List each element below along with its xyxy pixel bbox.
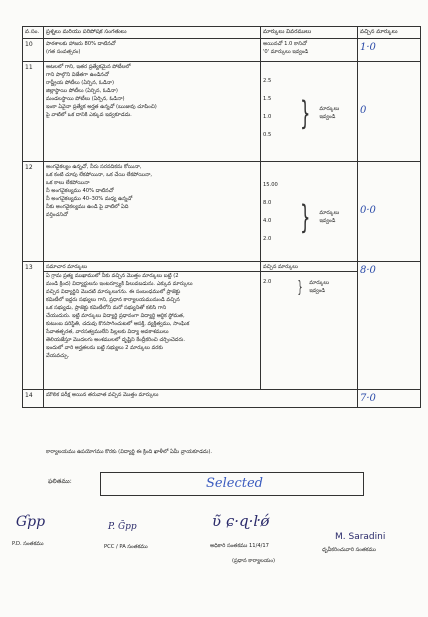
- result-value: Selected: [206, 476, 263, 491]
- principal-signature: ʋ̃ ɕ·ɋ·ŀǿ: [212, 512, 270, 530]
- header-marks-detail: మార్కులు వివరములు: [261, 27, 358, 39]
- row-11-number: 11: [23, 61, 44, 161]
- pd-signature-label: P.D. సంతకము: [12, 541, 44, 547]
- principal-signature-label: అధికారి సంతకము 11/4/17: [210, 543, 269, 549]
- brace-symbol: }: [297, 276, 303, 296]
- pd-signature: Ɠpp: [16, 514, 46, 530]
- row-13-marks: వచ్చిన మార్కులు 2.0 } మార్కులు ఇవ్వండి: [261, 261, 358, 389]
- row-14-criteria: మౌలిక పరీక్ష అయిన తరువాత వచ్చిన మొత్తం మార్కులు: [44, 389, 358, 408]
- brace-symbol: }: [300, 93, 311, 132]
- brace-symbol: }: [300, 197, 311, 236]
- evaluation-table: [22, 26, 421, 408]
- row-14-number: 14: [23, 389, 44, 408]
- row-14-obtained: 7·0: [358, 389, 421, 408]
- row-11-marks: 2.5 1.5 1.0 0.5 } మార్కులు ఇవ్వండి: [261, 61, 358, 161]
- result-label: ఫలితము:: [48, 478, 72, 485]
- row-10-obtained: 1·0: [358, 38, 421, 61]
- row-10-marks: అయినచో 1.0 కానిచో '0' మార్కులు ఇవ్వండి: [261, 38, 358, 61]
- row-13-obtained: 8·0: [358, 261, 421, 389]
- row-12-marks: 15.00 8.0 4.0 2.0 } మార్కులు ఇవ్వండి: [261, 161, 358, 261]
- header-serial: వ.సం.: [23, 27, 44, 39]
- row-12-criteria: అంగవైకల్యం ఉన్నచో, నీరు సరనదికను కోయినా, ఒక కంటి చూపు లేకపోయినా, ఒక చేయి లేకపోయినా, ఒక కాలు లేకపోయినా నీ అంగవైకల్యము 40% దాటినచో నీ అంగవైకల్యము 40–30% మధ్య ఉన్నచో నీకు అంగవైకల్యము ఉండి పై వాటిలో ఏది వర్తించనిచో: [44, 161, 261, 261]
- verifier-signature: M. Saradini: [335, 532, 386, 542]
- row-11-criteria: అటలలో గాని, ఇతర ప్రత్యేకమైన పోటీలలో గాని పాల్గొని విజేతగా ఉండినచో రాష్ట్రీయ పోటీలు (ఏర్పిన, ఓడినా) జిల్లాస్థాయి పోటీలు (ఏర్పిన, ఓడినా) మండలస్థాయి పోటీలు (ఏర్పిన, ఓడినా) ఇంకా ఏవైనా ప్రత్యేక అర్హత ఉన్నచో (ఋజువు చూపించి) పై వాటిలో ఒక దానికి ఎక్కువ ఇవ్వకూడదు.: [44, 61, 261, 161]
- office-use-note: కార్యాలయము ఉపయోగము కొరకు (విద్యార్థి ఈ క్రింది ఖాళీలో ఏమీ వ్రాయకూడదు).: [46, 449, 213, 455]
- pcc-signature: P. Ḡpp: [108, 522, 137, 532]
- row-13-number: 13: [23, 261, 44, 389]
- row-11-obtained: 0: [358, 61, 421, 161]
- verifier-signature-label: ధృవీకరించువారి సంతకము: [322, 547, 376, 553]
- row-10-number: 10: [23, 38, 44, 61]
- row-10-criteria: పాఠశాలకు హాజరు 80% దాటినచో (గత సంవత్సరం): [44, 38, 261, 61]
- pcc-signature-label: PCC / PA సంతకము: [104, 544, 148, 550]
- principal-role: (ప్రధాన కార్యాలయం): [232, 558, 275, 564]
- row-12-number: 12: [23, 161, 44, 261]
- header-marks-obtained: వచ్చిన మార్కులు: [358, 27, 421, 39]
- row-12-obtained: 0·0: [358, 161, 421, 261]
- header-criteria: ప్రశ్నలు మరియు పరిపోషక సంగతులు: [44, 27, 261, 39]
- row-13-criteria: సమాచార మార్కులు ఏ గ్రామ ప్రత్య ముఖాములో నీకు వచ్చిన మొత్తం మార్కులు బట్టి (2 మండి క్రింద) విద్యార్థులను ఇంటర్వ్యూకి పిలువబడును. ఎక్కువ మార్కులు వచ్చిన విద్యార్థిని మొదటి మార్కులుగను. ఈ సంబంధములో ప్రాజెక్టు కమిటీలో ఇద్దరు సభ్యులు గాని, ప్రధాన కార్యాలయమునుండి వచ్చిన ఒక సభ్యుడు, ప్రాజెక్టు కమిటీలోని మరో సభ్యునితో కలిసి గాని చేయుదురు. ఇట్టి మార్కులు విద్యార్థి ప్రధానంగా విద్యార్థి ఆర్థిక స్థోమత, కుటుంబ పరిస్థితి, చదువు కొనసాగించుటలో ఆసక్తి, వ్యక్తిత్వము, సాంఘిక సేవాతత్పరత, వారసత్వములేని పిల్లలకు విద్యా అవకాశములు తెలియజేస్తూ మొదలగు అంశములలో దృష్టిని కేంద్రీకరించి చర్చించెదరు. ఇందులో వారి అర్హతలను బట్టి సభ్యులు 2 మార్కులు వరకు వేయవచ్చు.: [44, 261, 261, 389]
